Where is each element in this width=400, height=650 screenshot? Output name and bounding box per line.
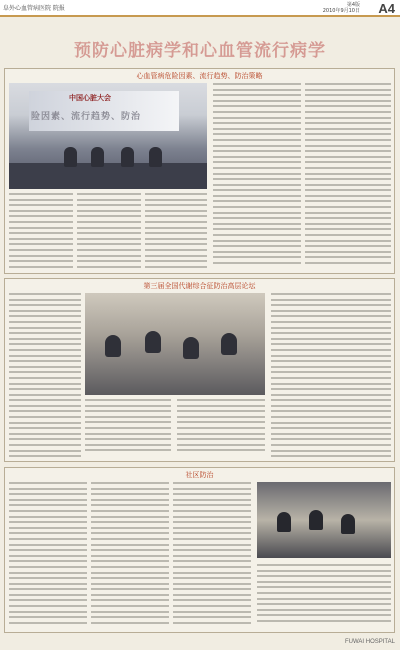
- article-text: [213, 83, 301, 271]
- article-text: [85, 399, 171, 459]
- article-text: [77, 193, 141, 271]
- article-text: [9, 482, 87, 630]
- section-community: [4, 467, 395, 633]
- page-number: A4: [378, 1, 395, 16]
- conference-photo: 中国心脏大会 险因素、流行趋势、防治: [9, 83, 207, 189]
- article-text: [9, 293, 81, 459]
- newspaper-name: 阜外心血管病医院 院报: [3, 5, 65, 12]
- section-metabolic-forum: [4, 278, 395, 462]
- section-title: 社区防治: [185, 471, 214, 479]
- article-text: [305, 83, 391, 271]
- section-title: 心血管病危险因素、流行趋势、防治策略: [136, 72, 263, 80]
- article-text: [173, 482, 251, 630]
- footer-brand: FUWAI HOSPITAL: [344, 639, 395, 645]
- issue-info: 第4版 2010年9月10日: [322, 2, 360, 14]
- community-photo: [257, 482, 391, 558]
- page-headline: 预防心脏病学和心血管流行病学: [74, 41, 326, 61]
- article-text: [9, 193, 73, 271]
- article-text: [91, 482, 169, 630]
- page-header: [0, 0, 400, 17]
- article-text: [257, 564, 391, 630]
- forum-photo: [85, 293, 265, 395]
- section-risk-factors: [4, 68, 395, 274]
- article-text: [145, 193, 207, 271]
- article-text: [177, 399, 265, 459]
- section-title: 第三届全国代谢综合征防治高层论坛: [143, 282, 256, 290]
- article-text: [271, 293, 391, 459]
